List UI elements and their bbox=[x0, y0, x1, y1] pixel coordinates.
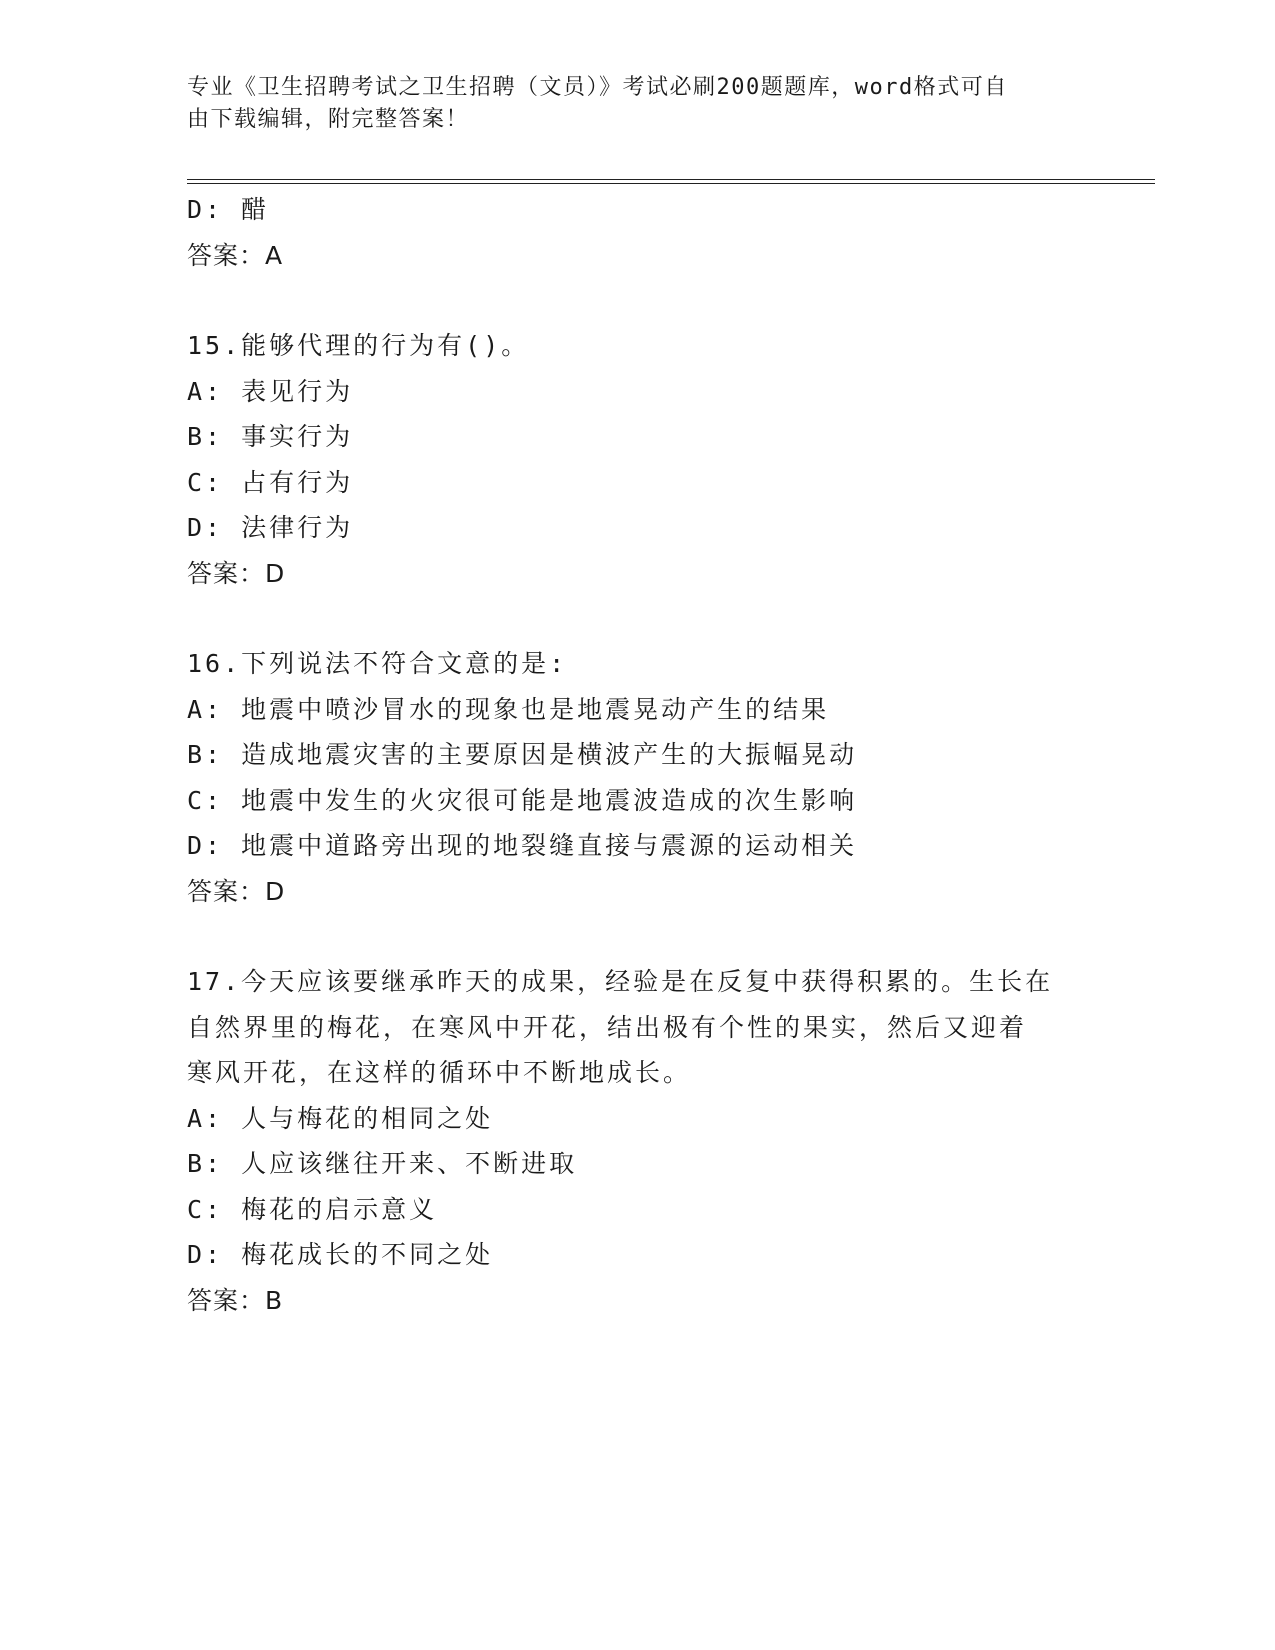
prev-option-d: D: 醋 bbox=[187, 195, 270, 224]
question-17-option-c: C: 梅花的启示意义 bbox=[187, 1194, 438, 1224]
question-17-option-b: B: 人应该继往开来、不断进取 bbox=[187, 1149, 578, 1178]
spacer bbox=[187, 914, 1087, 959]
question-15-option-b: B: 事实行为 bbox=[187, 422, 354, 451]
header-line-2: 由下载编辑，附完整答案！ bbox=[187, 107, 470, 132]
question-17-stem-line-2: 自然界里的梅花，在寒风中开花，结出极有个性的果实，然后又迎着 bbox=[187, 1012, 1028, 1042]
question-15-option-c: C: 占有行为 bbox=[187, 467, 354, 497]
question-15-stem: 15.能够代理的行为有()。 bbox=[187, 331, 530, 360]
question-16-answer: 答案：D bbox=[187, 876, 286, 906]
question-16-option-b: B: 造成地震灾害的主要原因是横波产生的大振幅晃动 bbox=[187, 740, 858, 769]
question-15-answer: 答案：D bbox=[187, 558, 286, 588]
question-15-option-d: D: 法律行为 bbox=[187, 513, 354, 542]
document-header bbox=[187, 72, 1087, 136]
question-17-stem-line-1: 17.今天应该要继承昨天的成果，经验是在反复中获得积累的。生长在 bbox=[187, 967, 1054, 996]
question-17-answer: 答案：B bbox=[187, 1285, 284, 1315]
question-16-option-c: C: 地震中发生的火灾很可能是地震波造成的次生影响 bbox=[187, 785, 858, 815]
question-15-option-a: A: 表见行为 bbox=[187, 376, 354, 406]
question-16-option-a: A: 地震中喷沙冒水的现象也是地震晃动产生的结果 bbox=[187, 694, 830, 724]
question-16-option-d: D: 地震中道路旁出现的地裂缝直接与震源的运动相关 bbox=[187, 831, 858, 860]
header-rule-bottom bbox=[187, 183, 1155, 184]
question-16-stem: 16.下列说法不符合文意的是: bbox=[187, 649, 568, 678]
question-list bbox=[187, 187, 1087, 1323]
header-rule-top bbox=[187, 179, 1155, 180]
question-17-option-d: D: 梅花成长的不同之处 bbox=[187, 1240, 494, 1269]
question-17-option-a: A: 人与梅花的相同之处 bbox=[187, 1103, 494, 1133]
prev-answer: 答案：A bbox=[187, 240, 284, 270]
spacer bbox=[187, 278, 1087, 323]
spacer bbox=[187, 596, 1087, 641]
question-17-stem-line-3: 寒风开花，在这样的循环中不断地成长。 bbox=[187, 1058, 692, 1087]
header-line-1: 专业《卫生招聘考试之卫生招聘（文员）》考试必刷200题题库，word格式可自 bbox=[187, 75, 1008, 100]
